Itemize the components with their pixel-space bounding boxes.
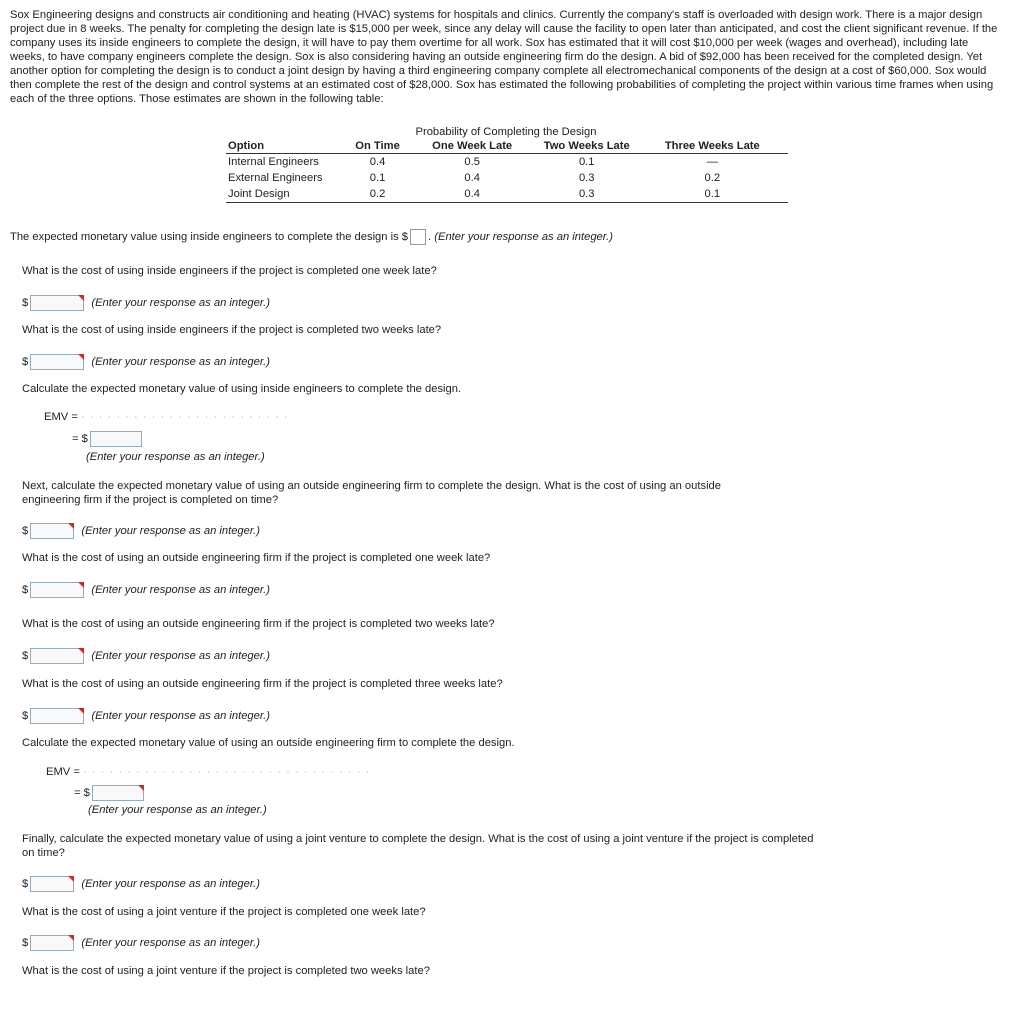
- emv-inside-result-input[interactable]: [90, 431, 142, 447]
- table-cell: 0.1: [637, 186, 788, 203]
- col-header-two-weeks: Two Weeks Late: [537, 138, 637, 154]
- question-3: Calculate the expected monetary value of using inside engineers to complete the design.: [22, 383, 462, 395]
- feedback-marker-icon: [68, 523, 74, 529]
- table-caption: Probability of Completing the Design: [415, 126, 597, 138]
- table-row: [226, 170, 788, 186]
- table-cell: 0.1: [369, 172, 386, 184]
- question-8: Calculate the expected monetary value of using an outside engineering firm to complete the design.: [22, 737, 515, 749]
- probability-table: [226, 138, 788, 203]
- question-10: What is the cost of using a joint venture if the project is completed one week late?: [22, 906, 426, 918]
- feedback-marker-icon: [68, 935, 74, 941]
- emv-inside-formula: EMV = · · · · · · · · · · · · · · · · · · · · · · · ·: [44, 411, 289, 423]
- hint-text: (Enter your response as an integer.): [86, 451, 265, 463]
- feedback-marker-icon: [68, 876, 74, 882]
- emv-inside-input[interactable]: [410, 229, 426, 245]
- answer-2-line: $ (Enter your response as an integer.): [22, 354, 270, 370]
- question-5: What is the cost of using an outside engineering firm if the project is completed one week late?: [22, 552, 491, 564]
- col-header-on-time: On Time: [348, 138, 408, 154]
- question-1: What is the cost of using inside engineers if the project is completed one week late?: [22, 265, 437, 277]
- table-cell: Joint Design: [226, 186, 348, 203]
- col-header-three-weeks: Three Weeks Late: [637, 138, 788, 154]
- answer-7-input[interactable]: [30, 708, 84, 724]
- probability-table-section: [226, 126, 788, 203]
- feedback-marker-icon: [138, 785, 144, 791]
- answer-6-line: $ (Enter your response as an integer.): [22, 648, 270, 664]
- feedback-marker-icon: [78, 295, 84, 301]
- table-cell: 0.2: [348, 186, 408, 203]
- table-row: [226, 154, 788, 171]
- table-header-row: [226, 138, 788, 154]
- emv-outside-formula: EMV = · · · · · · · · · · · · · · · · · · · · · · · · · · · · · · · · ·: [46, 766, 371, 778]
- question-4: Next, calculate the expected monetary value of using an outside engineering firm to complete the design. What is the cost of using an outside engineering firm if the project is completed on time?: [22, 480, 722, 506]
- table-cell: Internal Engineers: [228, 156, 319, 168]
- answer-10-line: $ (Enter your response as an integer.): [22, 935, 260, 951]
- table-row: [226, 186, 788, 203]
- table-cell: 0.4: [407, 186, 536, 203]
- feedback-marker-icon: [78, 354, 84, 360]
- table-cell: —: [706, 156, 718, 168]
- emv-outside-result-input[interactable]: [92, 785, 144, 801]
- answer-9-input[interactable]: [30, 876, 74, 892]
- answer-9-line: $ (Enter your response as an integer.): [22, 876, 260, 892]
- answer-5-line: $ (Enter your response as an integer.): [22, 582, 270, 598]
- answer-1-input[interactable]: [30, 295, 84, 311]
- table-cell: 0.1: [578, 156, 595, 168]
- emv-inside-result-line: = $: [72, 431, 146, 447]
- col-header-one-week: One Week Late: [407, 138, 536, 154]
- answer-6-input[interactable]: [30, 648, 84, 664]
- question-11: What is the cost of using a joint venture if the project is completed two weeks late?: [22, 965, 430, 977]
- col-header-option: Option: [226, 138, 348, 154]
- feedback-marker-icon: [78, 582, 84, 588]
- answer-2-input[interactable]: [30, 354, 84, 370]
- table-cell: 0.3: [537, 186, 637, 203]
- answer-4-input[interactable]: [30, 523, 74, 539]
- answer-4-line: $ (Enter your response as an integer.): [22, 523, 260, 539]
- answer-5-input[interactable]: [30, 582, 84, 598]
- answer-1-line: $ (Enter your response as an integer.): [22, 295, 270, 311]
- answer-10-input[interactable]: [30, 935, 74, 951]
- emv-outside-result-line: = $: [74, 785, 148, 801]
- emv-inside-prompt: The expected monetary value using inside engineers to complete the design is $: [10, 230, 409, 243]
- table-cell: 0.4: [464, 172, 480, 184]
- question-7: What is the cost of using an outside engineering firm if the project is completed three weeks late?: [22, 678, 503, 690]
- emv-inside-line: The expected monetary value using inside engineers to complete the design is $ . (Enter your response as an integer.): [10, 229, 613, 245]
- hint-text: (Enter your response as an integer.): [88, 804, 267, 816]
- answer-7-line: $ (Enter your response as an integer.): [22, 708, 270, 724]
- question-2: What is the cost of using inside engineers if the project is completed two weeks late?: [22, 324, 442, 336]
- table-cell: External Engineers: [228, 172, 323, 184]
- hint-text: (Enter your response as an integer.): [434, 230, 613, 243]
- table-cell: 0.4: [369, 156, 386, 168]
- table-cell: 0.3: [578, 172, 595, 184]
- table-cell: 0.2: [704, 172, 721, 184]
- problem-statement: Sox Engineering designs and constructs air conditioning and heating (HVAC) systems for hospitals and clinics. Currently the company's staff is overloaded with design work. There is a major design project due in 8 weeks. The penalty for completing the design late is $15,000 per week, since any delay will cause the facility to open later than anticipated, and cost the client significant revenue. If the company uses its inside engineers to complete the design, it will have to pay them overtime for all work. Sox has estimated that it will cost $10,000 per week (wages and overhead), including late weeks, to have company engineers complete the design. Sox is also considering having an outside engineering firm do the design. A bid of $92,000 has been received for the completed design. Yet another option for completing the design is to conduct a joint design by having a third engineering company complete all electromechanical components of the design at a cost of $60,000. Sox would then complete the rest of the design and control systems at an estimated cost of $28,000. Sox has estimated the following probabilities of completing the project within various time frames when using each of the three options. Those estimates are shown in the following table:: [10, 9, 998, 105]
- question-6: What is the cost of using an outside engineering firm if the project is completed two weeks late?: [22, 618, 495, 630]
- question-9: Finally, calculate the expected monetary value of using a joint venture to complete the design. What is the cost of using a joint venture if the project is completed on time?: [22, 833, 814, 859]
- feedback-marker-icon: [78, 648, 84, 654]
- feedback-marker-icon: [78, 708, 84, 714]
- table-cell: 0.5: [464, 156, 480, 168]
